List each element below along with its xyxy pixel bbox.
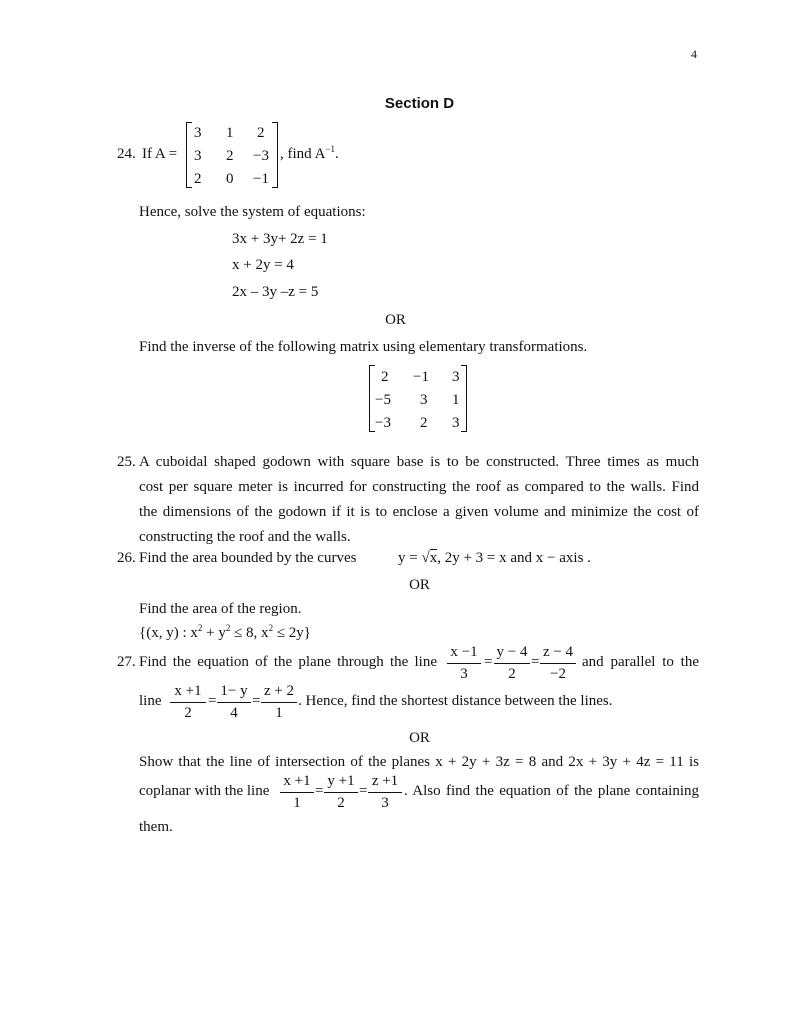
fraction-bar [170, 702, 206, 703]
matrix-b-right-bracket [461, 365, 467, 432]
q27-alt-text-c: them. [139, 819, 173, 835]
q26-region-sup1: 2 [197, 623, 203, 633]
q26-region-part1: {(x, y) : x [139, 625, 198, 641]
q26-region-sup2: 2 [225, 623, 231, 633]
fraction-bar [324, 792, 358, 793]
q27-text2: and parallel to the [582, 654, 699, 670]
q27-line-label: line [139, 693, 162, 709]
matrix-a-cell: 3 [194, 125, 202, 141]
q24-suffix-sup: −1 [325, 144, 335, 154]
fraction-bar [540, 663, 576, 664]
q24-suffix [280, 144, 339, 162]
fraction-bar [368, 792, 402, 793]
q27-line2-frac [261, 684, 297, 721]
matrix-a-cell: 2 [226, 148, 234, 164]
q27-line2-num: x +1 [174, 683, 202, 699]
q27-alt-text-b: . Also find the equation of the plane containing [404, 783, 699, 799]
q25-line-2: cost per square meter is incurred for constructing the roof as compared to the walls. Find [139, 479, 699, 495]
q24-suffix-end: . [335, 146, 339, 162]
q26-number: 26. [117, 550, 136, 566]
matrix-a-left-bracket [186, 122, 192, 188]
q26-sqrt-arg: x [429, 550, 438, 566]
equals-sign: = [531, 654, 540, 670]
matrix-a-cell: 2 [257, 125, 265, 141]
q26-region-part2: + y [202, 625, 226, 641]
q27-line2-frac [217, 684, 251, 721]
q27-line1-frac [540, 645, 576, 682]
sqrt-symbol: √x [421, 550, 438, 566]
q26-curves [398, 551, 591, 566]
q25-line-4: constructing the roof and the walls. [139, 529, 351, 545]
fraction-bar [217, 702, 251, 703]
q27-text1: Find the equation of the plane through the line [139, 654, 437, 670]
equals-sign: = [252, 693, 261, 709]
q27-line3-den: 1 [293, 795, 301, 811]
q24-prefix: If A = [142, 146, 178, 162]
matrix-b-cell: −3 [375, 415, 391, 431]
matrix-a-cell: 2 [194, 171, 202, 187]
page-number: 4 [691, 47, 697, 61]
equals-sign: = [359, 783, 368, 799]
matrix-b-cell: 3 [420, 392, 428, 408]
matrix-b [369, 365, 467, 432]
q27-line1-den: 3 [460, 666, 468, 682]
q27-line1-num: z − 4 [542, 644, 574, 660]
q26-alt: Find the area of the region. [139, 601, 302, 617]
q27-or: OR [409, 730, 430, 746]
q27-line3-frac [280, 774, 314, 811]
q26-region-part4: ≤ 2y} [273, 625, 311, 641]
q24-hence: Hence, solve the system of equations: [139, 204, 366, 220]
q27-line2-frac [170, 684, 206, 721]
q27-line3-num: x +1 [283, 773, 311, 789]
q27-line2-num: z + 2 [263, 683, 295, 699]
q27-line3-frac [324, 774, 358, 811]
equals-sign: = [315, 783, 324, 799]
q27-text3: . Hence, find the shortest distance between the lines. [298, 693, 613, 709]
q27-line1-frac [494, 645, 530, 682]
section-title: Section D [384, 95, 455, 112]
q24-or: OR [385, 312, 406, 328]
q27-line1-den: 2 [508, 666, 516, 682]
q26-region [139, 623, 311, 641]
q27-line1-frac [447, 645, 481, 682]
q24-equation-3: 2x – 3y –z = 5 [232, 284, 319, 300]
q27-line2-num: 1− y [220, 683, 248, 699]
q26-region-part3: ≤ 8, x [230, 625, 269, 641]
q24-equation-2: x + 2y = 4 [232, 257, 294, 273]
q25-line-3: the dimensions of the godown if it is to enclose a given volume and minimize the cost of [139, 504, 699, 520]
matrix-b-cell: 3 [452, 369, 460, 385]
q27-line2-den: 1 [275, 705, 283, 721]
q27-line2-den: 4 [230, 705, 238, 721]
q27-number: 27. [117, 654, 136, 670]
matrix-a-cell: −3 [253, 148, 269, 164]
fraction-bar [494, 663, 530, 664]
matrix-a-cell: 3 [194, 148, 202, 164]
fraction-bar [447, 663, 481, 664]
q27-line1-num: y − 4 [496, 644, 528, 660]
q27-line1-num: x −1 [450, 644, 478, 660]
q26-curve-rest: , 2y + 3 = x and x − axis . [437, 550, 591, 566]
q27-line3-den: 3 [381, 795, 389, 811]
q27-line2-den: 2 [184, 705, 192, 721]
equals-sign: = [208, 693, 217, 709]
q24-alt: Find the inverse of the following matrix using elementary transformations. [139, 339, 588, 355]
matrix-a-cell: 0 [226, 171, 234, 187]
q25-line-1: A cuboidal shaped godown with square base is to be constructed. Three times as much [139, 454, 699, 470]
matrix-a-right-bracket [272, 122, 278, 188]
equals-sign: = [484, 654, 493, 670]
q27-line3-num: y +1 [327, 773, 355, 789]
matrix-a [186, 122, 278, 188]
q27-line3-num: z +1 [371, 773, 399, 789]
matrix-b-cell: −1 [413, 369, 429, 385]
matrix-b-cell: 1 [452, 392, 460, 408]
matrix-a-cell: −1 [253, 171, 269, 187]
q27-alt-line1: Show that the line of intersection of the planes x + 2y + 3z = 8 and 2x + 3y + 4z = 11 is [139, 754, 699, 770]
q26-region-sup3: 2 [268, 623, 274, 633]
matrix-b-cell: 3 [452, 415, 460, 431]
q26-curve-y: y = [398, 550, 418, 566]
q27-line3-den: 2 [337, 795, 345, 811]
q24-suffix-text: , find A [280, 146, 326, 162]
q27-line1-den: −2 [550, 666, 566, 682]
fraction-bar [280, 792, 314, 793]
matrix-b-cell: 2 [420, 415, 428, 431]
matrix-b-cell: −5 [375, 392, 391, 408]
fraction-bar [261, 702, 297, 703]
q27-line3-frac [368, 774, 402, 811]
matrix-a-cell: 1 [226, 125, 234, 141]
matrix-b-cell: 2 [381, 369, 389, 385]
q24-number: 24. [117, 146, 136, 162]
q24-equation-1: 3x + 3y+ 2z = 1 [232, 231, 328, 247]
q25-number: 25. [117, 454, 136, 470]
q26-or: OR [409, 577, 430, 593]
q27-alt-text-a: coplanar with the line [139, 783, 270, 799]
q26-text: Find the area bounded by the curves [139, 550, 357, 566]
